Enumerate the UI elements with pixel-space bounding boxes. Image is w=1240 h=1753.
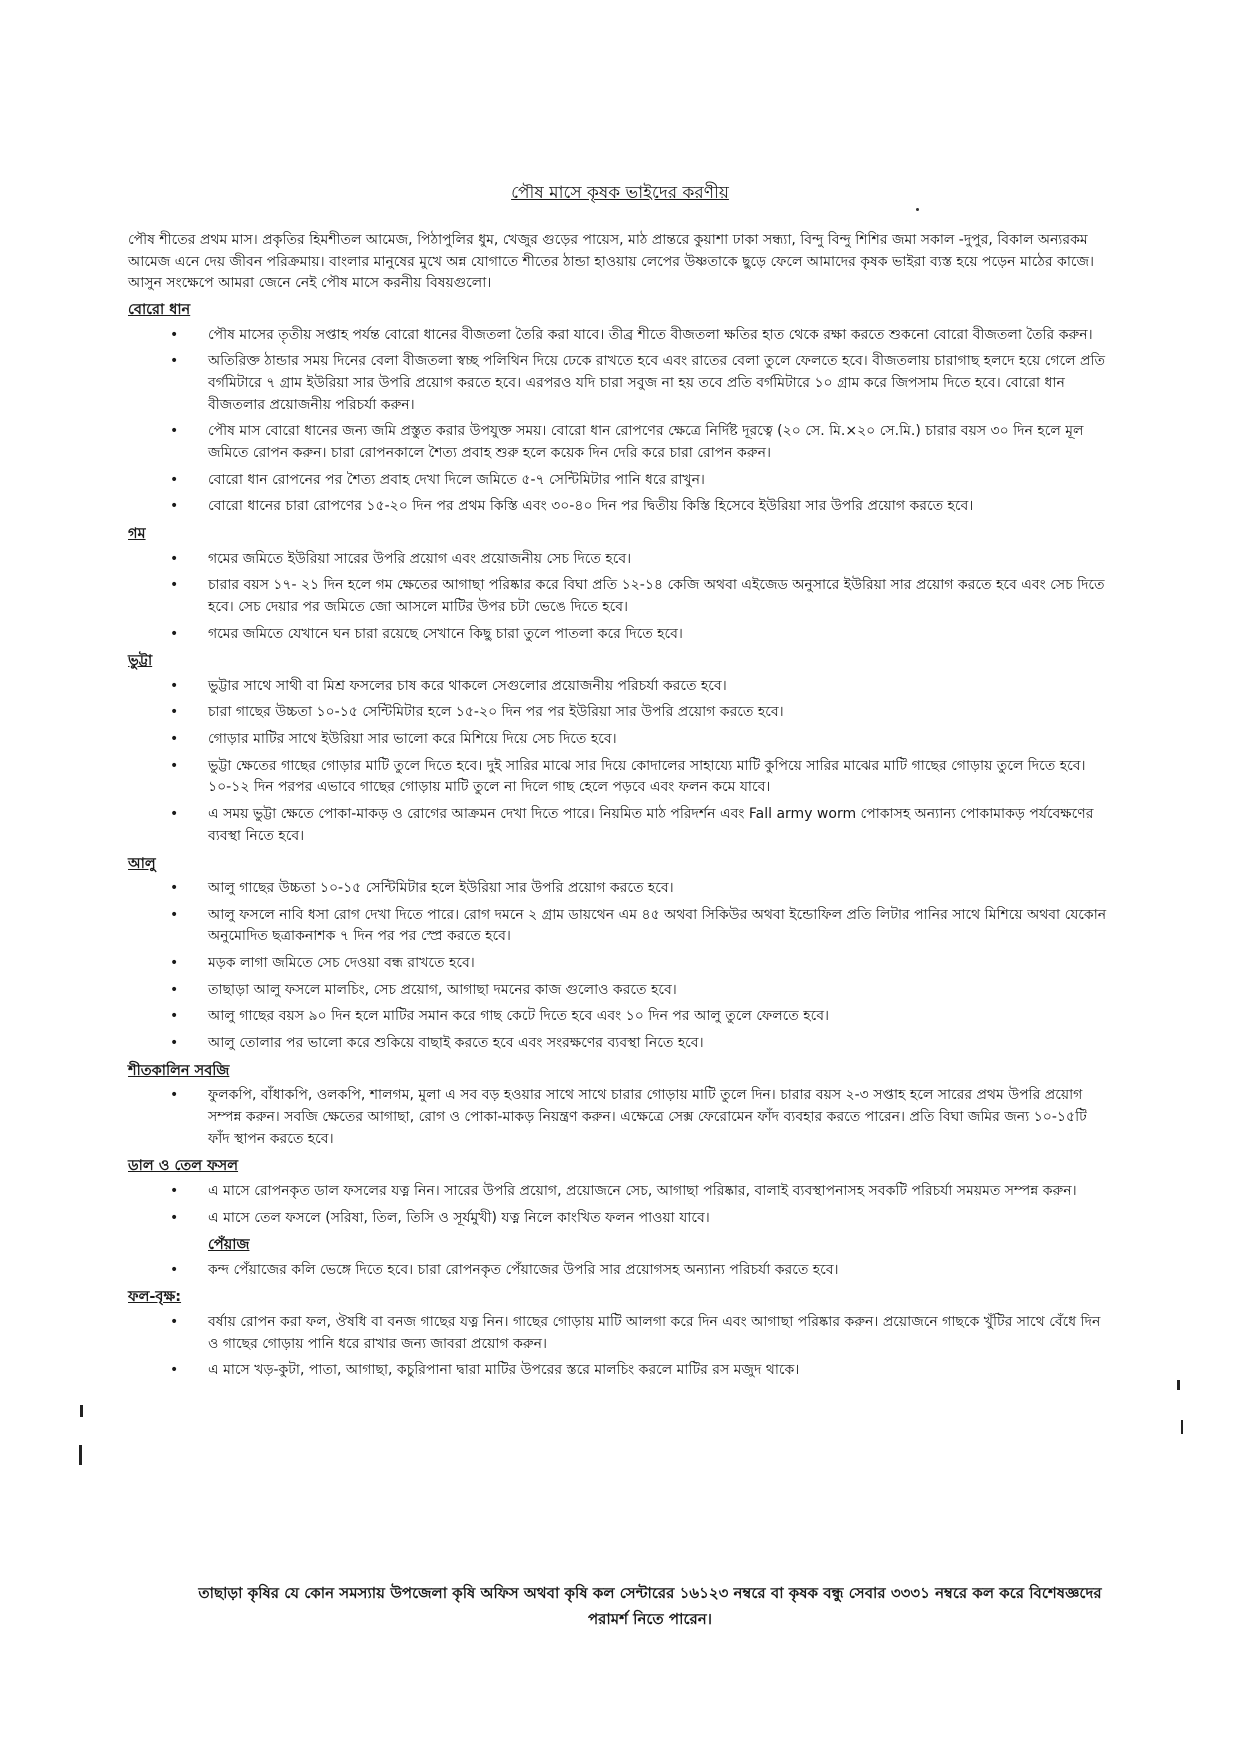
list-item-text: এ মাসে তেল ফসলে (সরিষা, তিল, তিসি ও সূর্যমুখী) যত্ন নিলে কাংখিত ফলন পাওয়া যাবে।	[208, 1209, 710, 1226]
list-item	[128, 549, 1108, 571]
list-item-text: কন্দ পেঁয়াজের কলি ভেঙ্গে দিতে হবে। চারা রোপনকৃত পেঁয়াজের উপরি সার প্রয়োগসহ অন্যান্য পরিচর্যা করতে হবে।	[208, 1261, 839, 1278]
bullet-icon: •	[170, 326, 179, 343]
bullet-icon: •	[170, 731, 179, 748]
scan-speck	[916, 208, 919, 211]
list-item-text: এ মাসে খড়-কুটা, পাতা, আগাছা, কচুরিপানা দ্বারা মাটির উপরের স্তরে মালচিং করলে মাটির রস মজুদ থাকে।	[208, 1362, 800, 1379]
list-item	[128, 421, 1108, 464]
list-item-text: বোরো ধান রোপনের পর শৈত্য প্রবাহ দেখা দিলে জমিতে ৫-৭ সেন্টিমিটার পানি ধরে রাখুন।	[208, 471, 705, 488]
intro-paragraph: পৌষ শীতের প্রথম মাস। প্রকৃতির হিমশীতল আমেজ, পিঠাপুলির ধুম, খেজুর গুড়ের পায়েস, মাঠ প্রান্তরে কুয়াশা ঢাকা সন্ধ্যা, বিন্দু বিন্দু শিশির জমা সকাল -দুপুর, বিকাল অন্যরকম আমেজ এনে দেয় জীবন পরিক্রমায়। বাংলার মানুষের মুখে অন্ন যোগাতে শীতের ঠান্ডা হাওয়ায় লেপের উষ্ণতাকে ছুড়ে ফেলে আমাদের কৃষক ভাইরা ব্যস্ত হয়ে পড়েন মাঠের কাজে। আসুন সংক্ষেপে আমরা জেনে নেই পৌষ মাসে করনীয় বিষয়গুলো।	[128, 232, 1095, 292]
scan-mark	[1181, 1420, 1183, 1434]
list-item-text: চারার বয়স ১৭- ২১ দিন হলে গম ক্ষেতের আগাছা পরিষ্কার করে বিঘা প্রতি ১২-১৪ কেজি অথবা এইজেড অনুসারে ইউরিয়া সার প্রয়োগ করতে হবে এবং সেচ দিতে হবে। সেচ দেয়ার পর জমিতে জো আসলে মাটির উপর চটা ভেঙে দিতে হবে।	[208, 577, 1105, 615]
list-item	[128, 624, 1108, 646]
list-item-text: গমের জমিতে ইউরিয়া সারের উপরি প্রয়োগ এবং প্রয়োজনীয় সেচ দিতে হবে।	[208, 550, 632, 567]
section-list	[128, 549, 1108, 646]
list-item-text: আলু তোলার পর ভালো করে শুকিয়ে বাছাই করতে হবে এবং সংরক্ষণের ব্যবস্থা নিতে হবে।	[208, 1035, 704, 1052]
bullet-icon: •	[170, 1209, 179, 1226]
list-item	[128, 1260, 1108, 1282]
section-list	[128, 325, 1108, 519]
section-heading: ভুট্টা	[128, 653, 153, 670]
bullet-icon: •	[170, 471, 179, 488]
bullet-icon: •	[170, 1261, 179, 1278]
list-item	[128, 351, 1108, 416]
bullet-icon: •	[170, 757, 179, 774]
list-item	[128, 470, 1108, 492]
list-item	[128, 575, 1108, 618]
bullet-icon: •	[170, 1313, 179, 1330]
list-item	[128, 980, 1108, 1002]
list-item	[128, 1208, 1108, 1230]
list-item	[128, 878, 1108, 900]
bullet-icon: •	[170, 880, 179, 896]
bullet-icon: •	[170, 1362, 179, 1379]
section-list	[128, 1085, 1108, 1150]
bullet-icon: •	[170, 981, 179, 998]
document-body	[128, 230, 1108, 1387]
bullet-icon: •	[170, 906, 179, 923]
list-item	[128, 729, 1108, 751]
bullet-icon: •	[170, 704, 179, 721]
list-item-text: এ মাসে রোপনকৃত ডাল ফসলের যত্ন নিন। সারের উপরি প্রয়োগ, প্রয়োজনে সেচ, আগাছা পরিষ্কার, বালাই ব্যবস্থাপনাসহ সবকটি পরিচর্যা সময়মত সম্পন্ন করুন।	[208, 1182, 1077, 1199]
section-heading: ডাল ও তেল ফসল	[128, 1158, 239, 1175]
section-heading: আলু	[128, 855, 156, 872]
bullet-icon: •	[170, 498, 179, 515]
list-item	[128, 1181, 1108, 1203]
list-item	[128, 756, 1108, 799]
bullet-icon: •	[170, 625, 179, 642]
list-item	[128, 496, 1108, 518]
list-item	[128, 676, 1108, 698]
list-item-text: গমের জমিতে যেখানে ঘন চারা রয়েছে সেখানে কিছু চারা তুলে পাতলা করে দিতে হবে।	[208, 625, 683, 642]
bullet-icon: •	[170, 353, 179, 370]
list-item	[128, 1033, 1108, 1055]
bullet-icon: •	[170, 1087, 179, 1104]
bullet-icon: •	[170, 423, 179, 440]
section-list	[128, 676, 1108, 848]
list-item	[128, 905, 1108, 948]
list-item-text: তাছাড়া আলু ফসলে মালচিং, সেচ প্রয়োগ, আগাছা দমনের কাজ গুলোও করতে হবে।	[208, 981, 677, 998]
list-item-text: আলু গাছের উচ্চতা ১০-১৫ সেন্টিমিটার হলে ইউরিয়া সার উপরি প্রয়োগ করতে হবে।	[208, 880, 674, 896]
list-item	[128, 1360, 1108, 1382]
list-item	[128, 1006, 1108, 1028]
section-heading: ফল-বৃক্ষ:	[128, 1289, 182, 1306]
scan-mark	[80, 1405, 83, 1417]
scan-mark	[1177, 1380, 1180, 1390]
footer-note: তাছাড়া কৃষির যে কোন সমস্যায় উপজেলা কৃষি অফিস অথবা কৃষি কল সেন্টারের ১৬১২৩ নম্বরে বা কৃষক বন্ধু সেবার ৩৩৩১ নম্বরে কল করে বিশেষজ্ঞদের পরামর্শ নিতে পারেন।	[198, 1584, 1102, 1629]
list-item	[128, 953, 1108, 975]
list-item	[128, 325, 1108, 347]
list-item	[128, 702, 1108, 724]
section-heading: গম	[128, 526, 146, 543]
bullet-icon: •	[170, 1182, 179, 1199]
section-list	[128, 1181, 1108, 1229]
section-heading: শীতকালিন সবজি	[128, 1062, 230, 1079]
list-item-text: গোড়ার মাটির সাথে ইউরিয়া সার ভালো করে মিশিয়ে দিয়ে সেচ দিতে হবে।	[208, 731, 617, 748]
bullet-icon: •	[170, 1008, 179, 1025]
list-item-text: আলু ফসলে নাবি ধসা রোগ দেখা দিতে পারে। রোগ দমনে ২ গ্রাম ডায়থেন এম ৪৫ অথবা সিকিউর অথবা ইন্ডোফিল প্রতি লিটার পানির সাথে মিশিয়ে অথবা যেকোন অনুমোদিত ছত্রাকনাশক ৭ দিন পর পর স্প্রে করতে হবে।	[208, 906, 1107, 945]
bullet-icon: •	[170, 806, 179, 823]
sections-container	[128, 299, 1108, 1382]
list-item	[128, 804, 1108, 847]
list-item-text: আলু গাছের বয়স ৯০ দিন হলে মাটির সমান করে গাছ কেটে দিতে হবে এবং ১০ দিন পর আলু তুলে ফেলতে হবে।	[208, 1008, 830, 1025]
section-heading: বোরো ধান	[128, 302, 191, 319]
bullet-icon: •	[170, 550, 179, 567]
section-heading: পেঁয়াজ	[208, 1237, 250, 1254]
list-item-text: এ সময় ভুট্টা ক্ষেতে পোকা-মাকড় ও রোগের আক্রমন দেখা দিতে পারে। নিয়মিত মাঠ পরিদর্শন এবং Fall army worm পোকাসহ অন্যান্য পোকামাকড় পর্যবেক্ষণের ব্যবস্থা নিতে হবে।	[208, 806, 1094, 844]
bullet-icon: •	[170, 677, 179, 694]
page-title: পৌষ মাসে কৃষক ভাইদের করণীয়	[511, 183, 729, 203]
list-item-text: পৌষ মাসের তৃতীয় সপ্তাহ পর্যন্ত বোরো ধানের বীজতলা তৈরি করা যাবে। তীব্র শীতে বীজতলা ক্ষতির হাত থেকে রক্ষা করতে শুকনো বোরো বীজতলা তৈরি করুন।	[208, 326, 1093, 343]
section-list	[128, 1260, 1108, 1282]
section-list	[128, 878, 1108, 1055]
list-item	[128, 1312, 1108, 1355]
list-item-text: অতিরিক্ত ঠান্ডার সময় দিনের বেলা বীজতলা স্বচ্ছ পলিথিন দিয়ে ঢেকে রাখতে হবে এবং রাতের বেলা তুলে ফেলতে হবে। বীজতলায় চারাগাছ হলদে হয়ে গেলে প্রতি বর্গমিটারে ৭ গ্রাম ইউরিয়া সার উপরি প্রয়োগ করতে হবে। এরপরও যদি চারা সবুজ না হয় তবে প্রতি বর্গমিটারে ১০ গ্রাম করে জিপসাম দিতে হবে। বোরো ধান বীজতলার প্রয়োজনীয় পরিচর্যা করুন।	[208, 353, 1105, 413]
list-item-text: মড়ক লাগা জমিতে সেচ দেওয়া বন্ধ রাখতে হবে।	[208, 955, 475, 972]
list-item-text: চারা গাছের উচ্চতা ১০-১৫ সেন্টিমিটার হলে ১৫-২০ দিন পর পর ইউরিয়া সার উপরি প্রয়োগ করতে হবে।	[208, 704, 784, 721]
list-item-text: বোরো ধানের চারা রোপণের ১৫-২০ দিন পর প্রথম কিস্তি এবং ৩০-৪০ দিন পর দ্বিতীয় কিস্তি হিসেবে ইউরিয়া সার উপরি প্রয়োগ করতে হবে।	[208, 498, 974, 515]
bullet-icon: •	[170, 1035, 179, 1052]
list-item-text: ভুট্টার সাথে সাথী বা মিশ্র ফসলের চাষ করে থাকলে সেগুলোর প্রয়োজনীয় পরিচর্যা করতে হবে।	[208, 677, 727, 694]
list-item-text: পৌষ মাস বোরো ধানের জন্য জমি প্রস্তুত করার উপযুক্ত সময়। বোরো ধান রোপণের ক্ষেত্রে নির্দিষ্ট দূরত্বে (২০ সে. মি.×২০ সে.মি.) চারার বয়স ৩০ দিন হলে মূল জমিতে রোপন করুন। চারা রোপনকালে শৈত্য প্রবাহ শুরু হলে কয়েক দিন দেরি করে চারা রোপন করুন।	[208, 423, 1084, 461]
bullet-icon: •	[170, 955, 179, 972]
list-item	[128, 1085, 1108, 1150]
list-item-text: ফুলকপি, বাঁধাকপি, ওলকপি, শালগম, মুলা এ সব বড় হওয়ার সাথে সাথে চারার গোড়ায় মাটি তুলে দিন। চারার বয়স ২-৩ সপ্তাহ হলে সারের প্রথম উপরি প্রয়োগ সম্পন্ন করুন। সবজি ক্ষেতের আগাছা, রোগ ও পোকা-মাকড় নিয়ন্ত্রণ করুন। এক্ষেত্রে সেক্স ফেরোমেন ফাঁদ ব্যবহার করতে পারেন। প্রতি বিঘা জমির জন্য ১০-১৫টি ফাঁদ স্থাপন করতে হবে।	[208, 1087, 1087, 1147]
bullet-icon: •	[170, 577, 179, 594]
scan-mark	[79, 1445, 82, 1465]
list-item-text: ভুট্টা ক্ষেতের গাছের গোড়ার মাটি তুলে দিতে হবে। দুই সারির মাঝে সার দিয়ে কোদালের সাহায্যে মাটি কুপিয়ে সারির মাঝের মাটি গাছের গোড়ায় তুলে দিতে হবে। ১০-১২ দিন পরপর এভাবে গাছের গোড়ায় মাটি তুলে না দিলে গাছ হেলে পড়বে এবং ফলন কমে যাবে।	[208, 757, 1086, 796]
section-list	[128, 1312, 1108, 1382]
list-item-text: বর্ষায় রোপন করা ফল, ঔষধি বা বনজ গাছের যত্ন নিন। গাছের গোড়ায় মাটি আলগা করে দিন এবং আগাছা পরিষ্কার করুন। প্রয়োজনে গাছকে খুঁটির সাথে বেঁধে দিন ও গাছের গোড়ায় পানি ধরে রাখার জন্য জাবরা প্রয়োগ করুন।	[208, 1313, 1101, 1352]
